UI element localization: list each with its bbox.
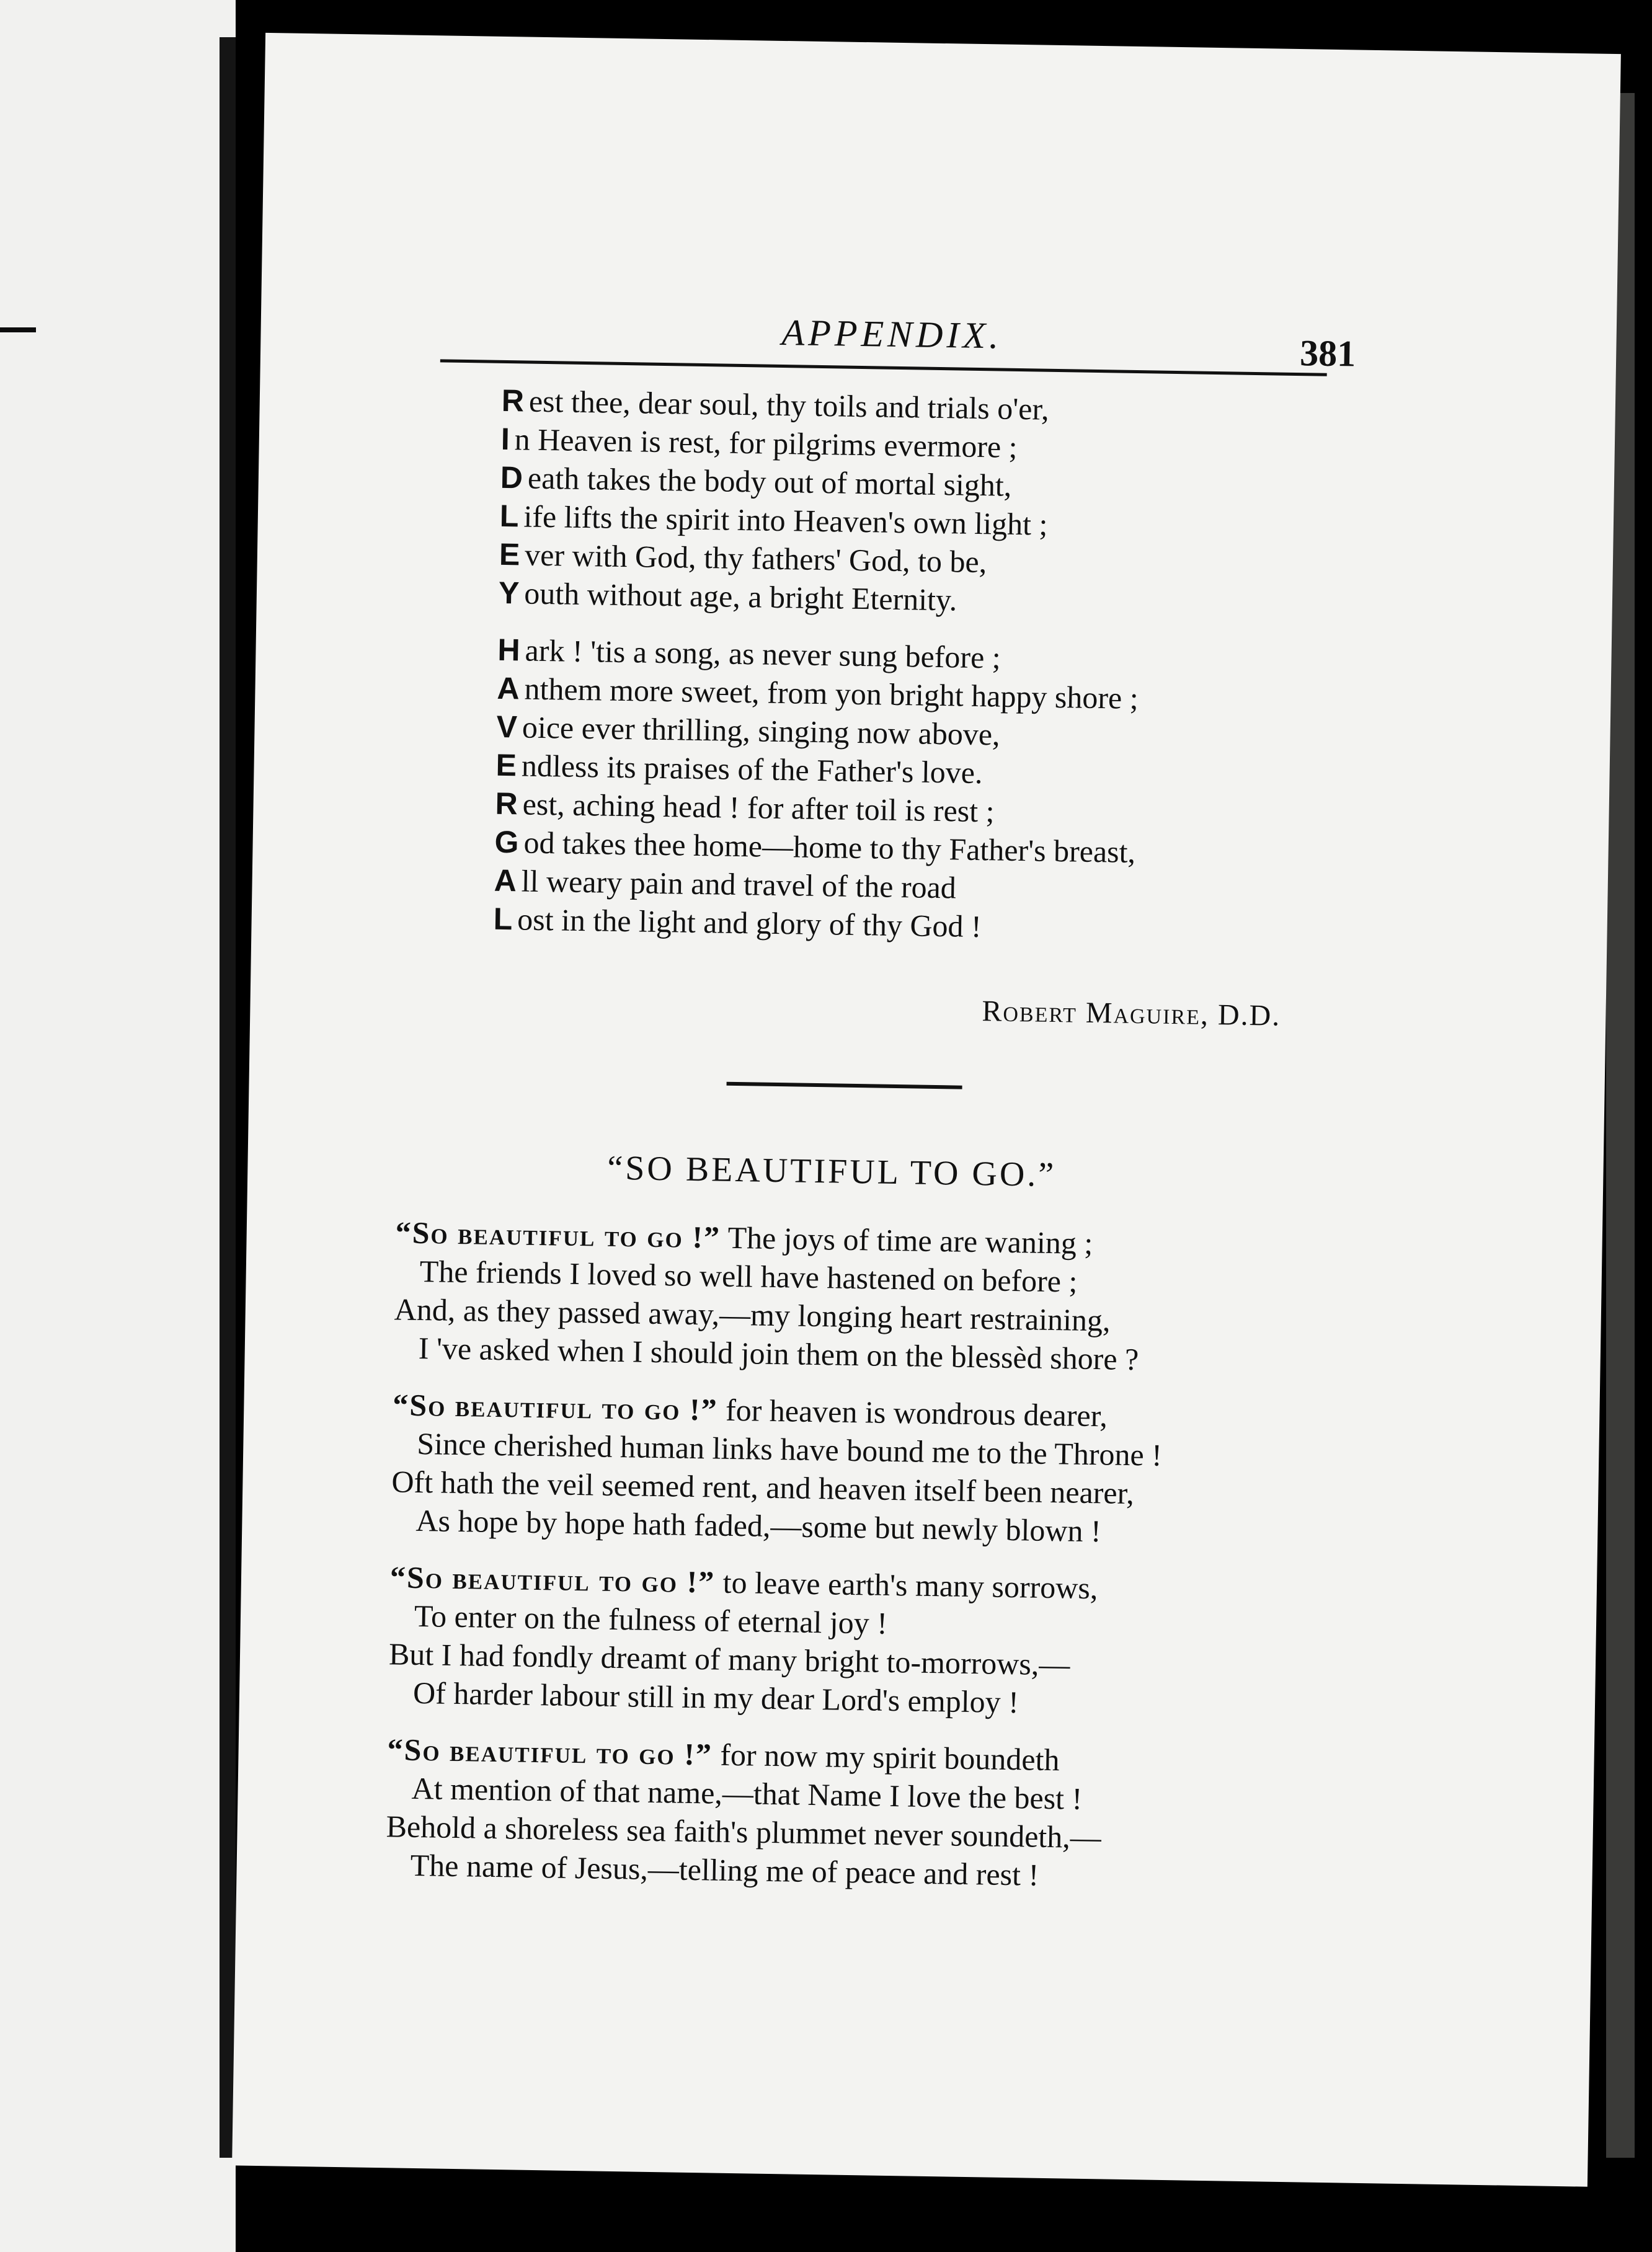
line-text: est, aching head ! for after toil is rest ; — [522, 786, 995, 829]
stanza — [393, 1213, 1165, 1378]
refrain: “So beautiful to go !” — [389, 1559, 716, 1600]
line-text: ver with God, thy fathers' God, to be, — [524, 537, 987, 580]
line-text: outh without age, a bright Eternity. — [523, 575, 957, 618]
line-text: And, as they passed away,—my longing heart restraining, — [394, 1292, 1111, 1338]
line-text: nthem more sweet, from yon bright happy shore ; — [524, 671, 1139, 716]
page-number: 381 — [1299, 332, 1356, 375]
line-text: As hope by hope hath faded,—some but newly blown ! — [415, 1502, 1102, 1549]
acrostic-initial: R — [501, 383, 525, 419]
line-text: est thee, dear soul, thy toils and trials o'er, — [528, 383, 1050, 427]
acrostic-initial: G — [494, 824, 520, 860]
line-text: ife lifts the spirit into Heaven's own light ; — [523, 499, 1048, 542]
line-text: to leave earth's many sorrows, — [714, 1564, 1098, 1606]
book-gutter — [220, 37, 236, 2158]
running-header: APPENDIX. — [781, 311, 1003, 357]
acrostic-initial: V — [496, 709, 518, 745]
left-page-margin — [0, 0, 236, 2252]
poem-attribution: Robert Maguire, D.D. — [982, 995, 1281, 1032]
refrain: “So beautiful to go !” — [392, 1387, 719, 1427]
stanza — [385, 1730, 1157, 1895]
header-rule — [440, 359, 1327, 376]
line-text: ark ! 'tis a song, as never sung before ; — [525, 632, 1001, 675]
line-text: At mention of that name,—that Name I love the best ! — [411, 1770, 1083, 1816]
acrostic-initial: A — [497, 670, 520, 706]
so-beautiful-poem — [385, 1213, 1166, 1914]
acrostic-poem — [493, 381, 1144, 967]
line-text: To enter on the fulness of eternal joy ! — [414, 1598, 888, 1641]
acrostic-initial: A — [494, 862, 517, 898]
stanza — [391, 1385, 1163, 1551]
line-text: The name of Jesus,—telling me of peace and rest ! — [410, 1847, 1039, 1892]
acrostic-initial: H — [497, 632, 521, 668]
stanza — [499, 381, 1144, 622]
line-text: ndless its praises of the Father's love. — [521, 748, 983, 791]
poem-title: “SO BEAUTIFUL TO GO.” — [606, 1148, 1057, 1195]
line-text: Since cherished human links have bound me to the Throne ! — [416, 1425, 1163, 1473]
book-page — [232, 33, 1621, 2187]
acrostic-initial: D — [500, 459, 523, 495]
acrostic-initial: E — [499, 536, 520, 572]
line-text: Of harder labour still in my dear Lord's employ ! — [412, 1675, 1019, 1720]
section-divider — [727, 1082, 962, 1089]
line-text: od takes thee home—home to thy Father's breast, — [523, 825, 1136, 870]
line-text: Behold a shoreless sea faith's plummet never soundeth,— — [386, 1809, 1102, 1855]
line-text: ll weary pain and travel of the road — [521, 863, 957, 905]
acrostic-initial: L — [499, 498, 519, 534]
acrostic-initial: E — [495, 747, 517, 783]
line-text: Oft hath the veil seemed rent, and heaven itself been nearer, — [391, 1464, 1135, 1511]
line-text: eath takes the body out of mortal sight, — [527, 460, 1012, 503]
acrostic-initial: I — [500, 421, 510, 457]
line-text: I 've asked when I should join them on the blessèd shore ? — [418, 1330, 1139, 1377]
stanza — [388, 1558, 1160, 1723]
line-text: ost in the light and glory of thy God ! — [517, 902, 982, 944]
left-page-ink-mark — [0, 327, 36, 332]
line-text: for heaven is wondrous dearer, — [717, 1392, 1108, 1434]
line-text: The friends I loved so well have hastened on before ; — [419, 1253, 1078, 1299]
acrostic-initial: R — [495, 786, 518, 822]
line-text: oice ever thrilling, singing now above, — [522, 709, 1000, 752]
line-text: n Heaven is rest, for pilgrims evermore ; — [514, 422, 1018, 464]
line-text: But I had fondly dreamt of many bright to-morrows,— — [388, 1636, 1070, 1682]
refrain: “So beautiful to go !” — [387, 1732, 713, 1772]
refrain: “So beautiful to go !” — [395, 1215, 721, 1255]
acrostic-initial: L — [493, 901, 513, 937]
acrostic-initial: Y — [498, 575, 520, 611]
line-text: for now my spirit boundeth — [712, 1737, 1060, 1778]
stanza — [493, 631, 1139, 948]
line-text: The joys of time are waning ; — [720, 1220, 1093, 1261]
